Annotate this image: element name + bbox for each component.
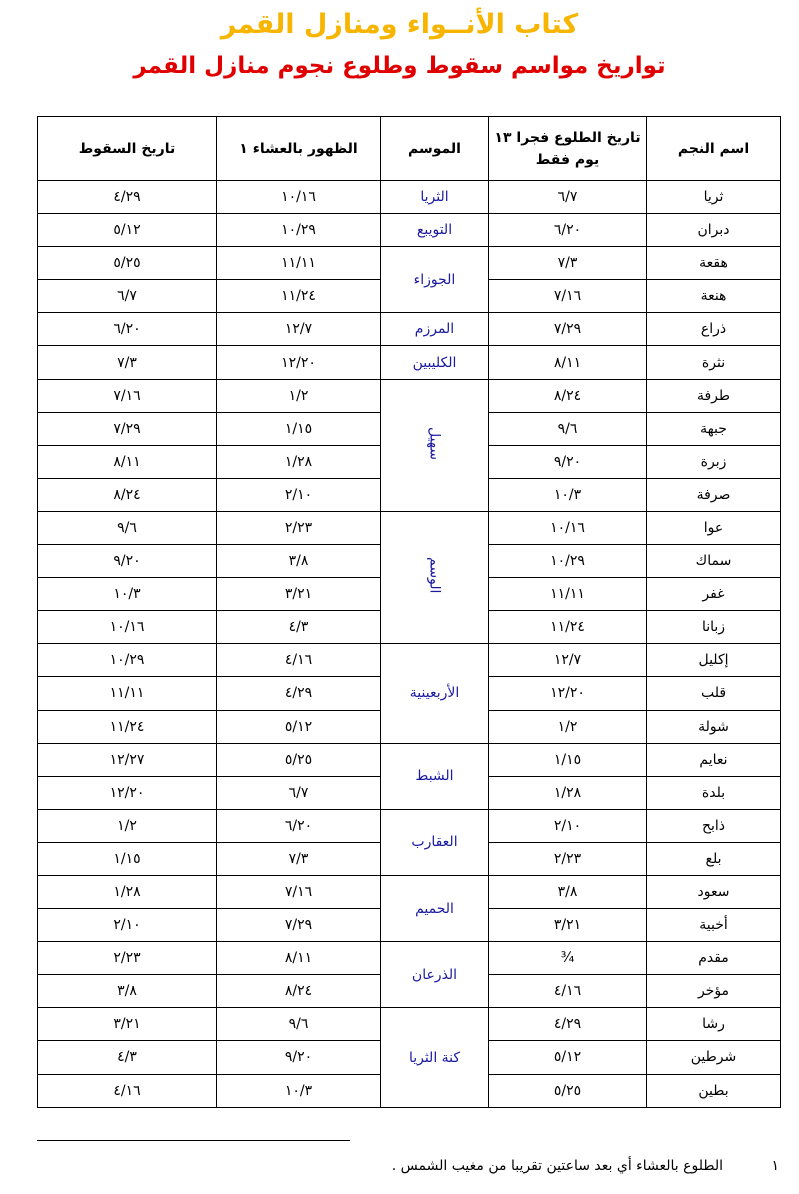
evening-appearance-date: ١١/٢٤ — [217, 280, 381, 313]
season-label: الأربعينية — [409, 685, 460, 702]
table-row — [38, 511, 781, 544]
rising-date: ١٢/٧ — [489, 644, 647, 677]
evening-appearance-date: ٥/١٢ — [217, 710, 381, 743]
setting-date: ١٠/٣ — [38, 578, 217, 611]
season-cell — [381, 942, 489, 1008]
setting-date: ١٠/٢٩ — [38, 644, 217, 677]
evening-appearance-date: ٣/٨ — [217, 545, 381, 578]
star-name: جبهة — [647, 412, 781, 445]
season-label: العقارب — [411, 834, 458, 851]
header-evening-appearance: الظهور بالعشاء ١ — [217, 117, 381, 181]
star-name: بلع — [647, 842, 781, 875]
star-name: دبران — [647, 214, 781, 247]
evening-appearance-date: ٧/٣ — [217, 842, 381, 875]
table-row — [38, 247, 781, 280]
season-cell — [381, 743, 489, 809]
evening-appearance-date: ١٢/٢٠ — [217, 346, 381, 379]
table-row — [38, 1008, 781, 1041]
star-name: عوا — [647, 511, 781, 544]
table-row — [38, 313, 781, 346]
star-name: مؤخر — [647, 975, 781, 1008]
evening-appearance-date: ١/٢ — [217, 379, 381, 412]
rising-date: ٦/٢٠ — [489, 214, 647, 247]
star-name: إكليل — [647, 644, 781, 677]
setting-date: ١/١٥ — [38, 842, 217, 875]
setting-date: ١١/٢٤ — [38, 710, 217, 743]
evening-appearance-date: ٧/٢٩ — [217, 909, 381, 942]
evening-appearance-date: ٩/٦ — [217, 1008, 381, 1041]
table-row — [38, 743, 781, 776]
setting-date: ١/٢ — [38, 809, 217, 842]
setting-date: ٤/٣ — [38, 1041, 217, 1074]
rising-date: ٣/٢١ — [489, 909, 647, 942]
season-label: التويبع — [416, 222, 453, 239]
rising-date: ٧/٣ — [489, 247, 647, 280]
setting-date: ٦/٧ — [38, 280, 217, 313]
season-cell — [381, 247, 489, 313]
rising-date: ٧/٢٩ — [489, 313, 647, 346]
season-label: الشبط — [415, 768, 454, 785]
evening-appearance-date: ٨/٢٤ — [217, 975, 381, 1008]
season-cell — [381, 214, 489, 247]
footnote-text: الطلوع بالعشاء أي بعد ساعتين تقريبا من مغيب الشمس . — [391, 1158, 723, 1174]
evening-appearance-date: ٣/٢١ — [217, 578, 381, 611]
header-star-name: اسم النجم — [647, 117, 781, 181]
star-name: غفر — [647, 578, 781, 611]
rising-date: ٩/٢٠ — [489, 445, 647, 478]
setting-date: ٧/١٦ — [38, 379, 217, 412]
season-cell — [381, 379, 489, 511]
header-rising-date: تاريخ الطلوع فجرا ١٣ يوم فقط — [489, 117, 647, 181]
season-label: الثريا — [420, 189, 449, 206]
table-body — [38, 181, 781, 1108]
setting-date: ٦/٢٠ — [38, 313, 217, 346]
rising-date: ٣/٨ — [489, 875, 647, 908]
evening-appearance-date: ٢/١٠ — [217, 478, 381, 511]
season-label: الذرعان — [411, 966, 458, 983]
table-row — [38, 181, 781, 214]
star-name: شولة — [647, 710, 781, 743]
star-name: نعايم — [647, 743, 781, 776]
evening-appearance-date: ١١/١١ — [217, 247, 381, 280]
season-cell — [381, 809, 489, 875]
star-name: بلدة — [647, 776, 781, 809]
table-row — [38, 379, 781, 412]
evening-appearance-date: ١٠/٣ — [217, 1074, 381, 1107]
season-label: كنة الثريا — [408, 1049, 461, 1066]
setting-date: ٢/٢٣ — [38, 942, 217, 975]
rising-date: ٨/٢٤ — [489, 379, 647, 412]
setting-date: ١١/١١ — [38, 677, 217, 710]
star-name: سماك — [647, 545, 781, 578]
evening-appearance-date: ٩/٢٠ — [217, 1041, 381, 1074]
star-name: قلب — [647, 677, 781, 710]
season-cell — [381, 875, 489, 941]
rising-date: ٨/١١ — [489, 346, 647, 379]
season-cell — [381, 313, 489, 346]
star-name: هنعة — [647, 280, 781, 313]
season-label: الوسم — [426, 557, 443, 594]
setting-date: ٤/١٦ — [38, 1074, 217, 1107]
footnote-number: ١ — [771, 1158, 779, 1174]
setting-date: ٨/٢٤ — [38, 478, 217, 511]
rising-date: ٢/١٠ — [489, 809, 647, 842]
setting-date: ٧/٣ — [38, 346, 217, 379]
star-name: صرفة — [647, 478, 781, 511]
setting-date: ٥/١٢ — [38, 214, 217, 247]
header-setting-date: تاريخ السقوط — [38, 117, 217, 181]
rising-date: ٦/٧ — [489, 181, 647, 214]
evening-appearance-date: ٤/١٦ — [217, 644, 381, 677]
footnote-divider — [37, 1140, 350, 1141]
evening-appearance-date: ٤/٣ — [217, 611, 381, 644]
season-cell — [381, 346, 489, 379]
rising-date: ٤/١٦ — [489, 975, 647, 1008]
rising-date: ١١/٢٤ — [489, 611, 647, 644]
table-row — [38, 809, 781, 842]
season-label: الجوزاء — [413, 271, 456, 288]
star-seasons-table — [37, 116, 781, 1108]
setting-date: ٣/٢١ — [38, 1008, 217, 1041]
rising-date: ٤/٢٩ — [489, 1008, 647, 1041]
season-cell — [381, 511, 489, 643]
evening-appearance-date: ٢/٢٣ — [217, 511, 381, 544]
setting-date: ١٠/١٦ — [38, 611, 217, 644]
setting-date: ١٢/٢٧ — [38, 743, 217, 776]
rising-date: ٧/١٦ — [489, 280, 647, 313]
evening-appearance-date: ١/١٥ — [217, 412, 381, 445]
evening-appearance-date: ٨/١١ — [217, 942, 381, 975]
table-row — [38, 214, 781, 247]
setting-date: ٥/٢٥ — [38, 247, 217, 280]
setting-date: ٩/٦ — [38, 511, 217, 544]
season-label: الحميم — [415, 900, 454, 917]
season-label: سهيل — [426, 426, 443, 460]
setting-date: ٣/٨ — [38, 975, 217, 1008]
rising-date: ١١/١١ — [489, 578, 647, 611]
evening-appearance-date: ١٠/٢٩ — [217, 214, 381, 247]
rising-date: ١/٢٨ — [489, 776, 647, 809]
setting-date: ٧/٢٩ — [38, 412, 217, 445]
season-cell — [381, 181, 489, 214]
header-row — [38, 117, 781, 181]
book-title: كتاب الأنــواء ومنازل القمر — [220, 9, 579, 40]
star-name: مقدم — [647, 942, 781, 975]
star-name: ذراع — [647, 313, 781, 346]
season-label: الكليبين — [412, 354, 457, 371]
header-season: الموسم — [381, 117, 489, 181]
star-name: سعود — [647, 875, 781, 908]
evening-appearance-date: ٦/٧ — [217, 776, 381, 809]
rising-date: ٩/٦ — [489, 412, 647, 445]
rising-date: ١٠/٣ — [489, 478, 647, 511]
evening-appearance-date: ١٢/٧ — [217, 313, 381, 346]
season-cell — [381, 644, 489, 743]
star-name: شرطين — [647, 1041, 781, 1074]
rising-date: ١٠/١٦ — [489, 511, 647, 544]
setting-date: ١/٢٨ — [38, 875, 217, 908]
star-name: زبرة — [647, 445, 781, 478]
rising-date: ١/٢ — [489, 710, 647, 743]
rising-date: ٥/٢٥ — [489, 1074, 647, 1107]
setting-date: ٩/٢٠ — [38, 545, 217, 578]
star-name: زبانا — [647, 611, 781, 644]
star-name: نثرة — [647, 346, 781, 379]
rising-date: ¾ — [489, 942, 647, 975]
setting-date: ٢/١٠ — [38, 909, 217, 942]
evening-appearance-date: ١/٢٨ — [217, 445, 381, 478]
star-name: طرفة — [647, 379, 781, 412]
rising-date: ٥/١٢ — [489, 1041, 647, 1074]
evening-appearance-date: ٧/١٦ — [217, 875, 381, 908]
season-label: المرزم — [414, 321, 455, 338]
evening-appearance-date: ٤/٢٩ — [217, 677, 381, 710]
rising-date: ١٠/٢٩ — [489, 545, 647, 578]
table-row — [38, 942, 781, 975]
rising-date: ١/١٥ — [489, 743, 647, 776]
evening-appearance-date: ٥/٢٥ — [217, 743, 381, 776]
rising-date: ١٢/٢٠ — [489, 677, 647, 710]
season-cell — [381, 1008, 489, 1108]
evening-appearance-date: ٦/٢٠ — [217, 809, 381, 842]
setting-date: ١٢/٢٠ — [38, 776, 217, 809]
star-name: بطين — [647, 1074, 781, 1107]
evening-appearance-date: ١٠/١٦ — [217, 181, 381, 214]
table-subtitle: تواريخ مواسم سقوط وطلوع نجوم منازل القمر — [133, 53, 666, 79]
rising-date: ٢/٢٣ — [489, 842, 647, 875]
table-row — [38, 875, 781, 908]
star-name: هقعة — [647, 247, 781, 280]
setting-date: ٨/١١ — [38, 445, 217, 478]
star-name: ثريا — [647, 181, 781, 214]
star-name: رشا — [647, 1008, 781, 1041]
star-name: ذابح — [647, 809, 781, 842]
table-row — [38, 346, 781, 379]
setting-date: ٤/٢٩ — [38, 181, 217, 214]
star-name: أخبية — [647, 909, 781, 942]
table-row — [38, 644, 781, 677]
